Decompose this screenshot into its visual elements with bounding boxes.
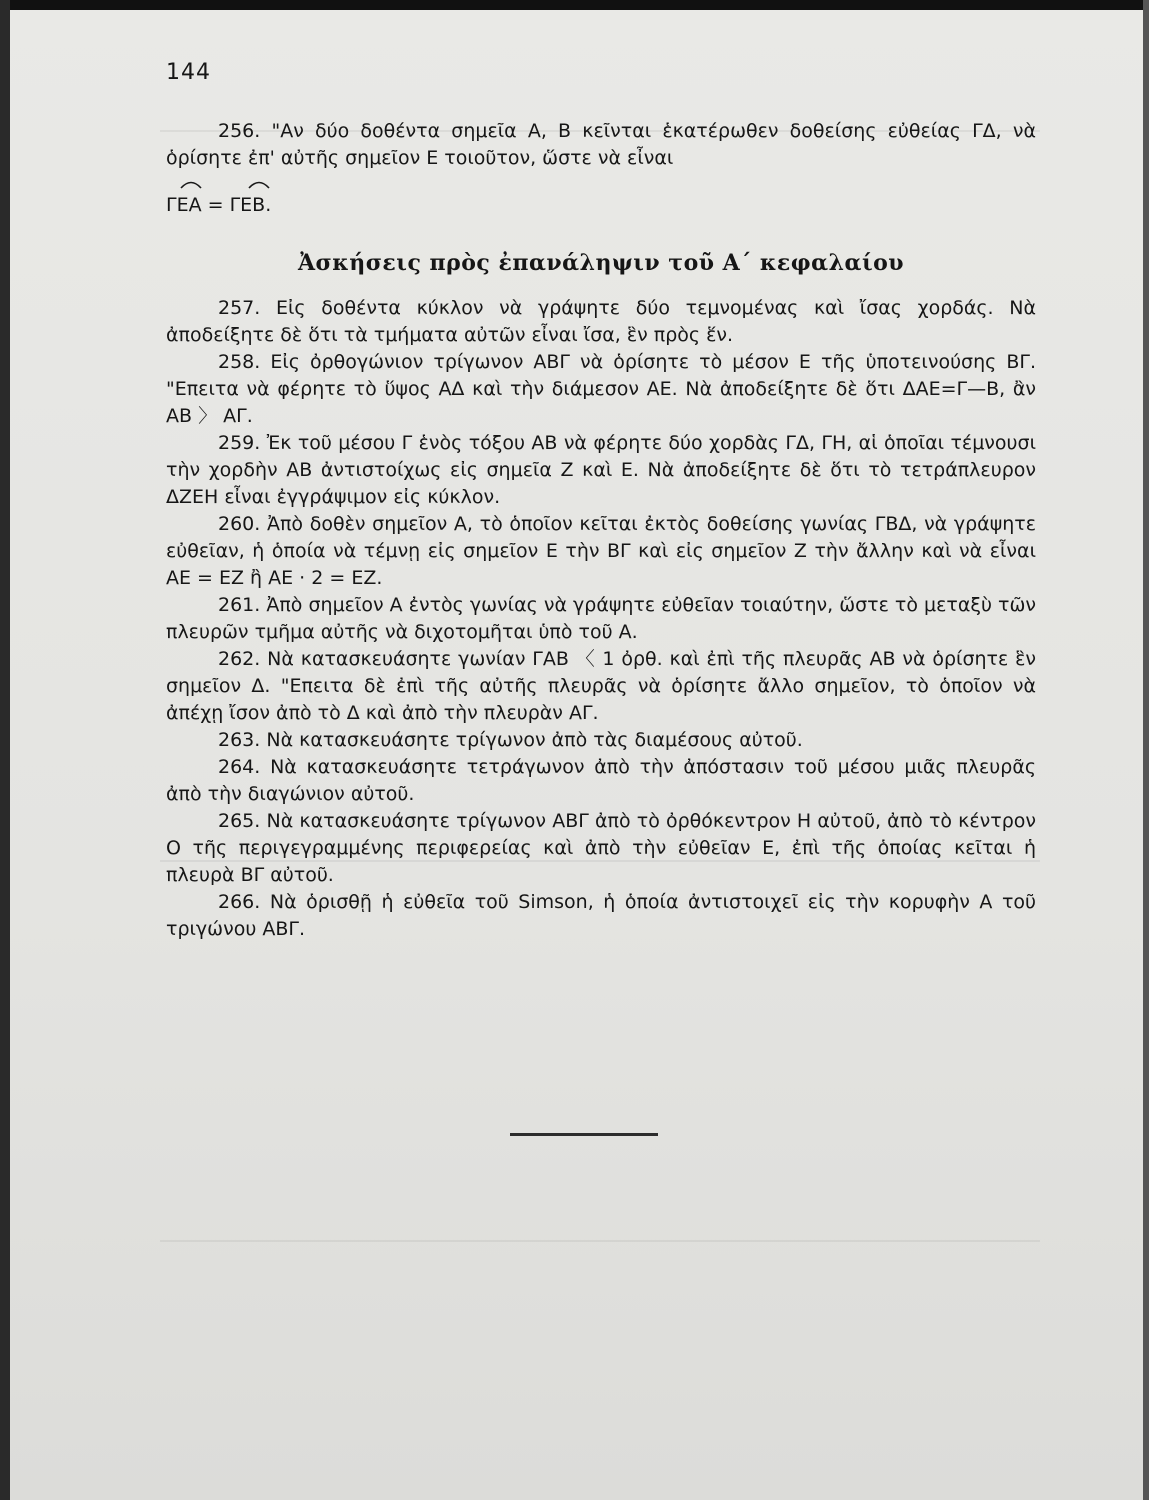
exercise-item: [166, 727, 1036, 754]
exercise-text: Νὰ κατασκευάσητε γωνίαν ΓΑΒ 〈 1 ὀρθ. καὶ ἐπὶ τῆς πλευρᾶς ΑΒ νὰ ὁρίσητε ἓν σημεῖον Δ. "Επειτα δὲ ἐπὶ τῆς αὐτῆς πλευρᾶς νὰ ὁρίσητε ἄλλο σημεῖον, τὸ ὁποῖον νὰ ἀπέχῃ ἴσον ἀπὸ τὸ Δ καὶ ἀπὸ τὴν πλευρὰν ΑΓ.: [166, 648, 1036, 724]
exercise-text: Εἰς δοθέντα κύκλον νὰ γράψητε δύο τεμνομένας καὶ ἴσας χορδάς. Νὰ ἀποδείξητε δὲ ὅτι τὰ τμήματα αὐτῶν εἶναι ἴσα, ἓν πρὸς ἕν.: [166, 297, 1036, 346]
exercise-number: 260.: [218, 513, 261, 535]
exercise-text: "Αν δύο δοθέντα σημεῖα Α, Β κεῖνται ἑκατέρωθεν δοθείσης εὐθείας ΓΔ, νὰ ὁρίσητε ἐπ' αὐτῆς σημεῖον Ε τοιοῦτον, ὥστε νὰ εἶναι: [166, 120, 1036, 169]
exercise-number: 264.: [218, 756, 261, 778]
exercise-item: [166, 349, 1036, 430]
page-body: [166, 118, 1036, 943]
exercise-number: 258.: [218, 351, 261, 373]
end-of-section-rule: [510, 1133, 658, 1136]
exercise-item: [166, 295, 1036, 349]
formula-text: ΓΕΑ = ΓΕΒ.: [166, 194, 272, 216]
exercise-item: [166, 889, 1036, 943]
exercise-text: Νὰ κατασκευάσητε τετράγωνον ἀπὸ τὴν ἀπόστασιν τοῦ μέσου μιᾶς πλευρᾶς ἀπὸ τὴν διαγώνιον αὐτοῦ.: [166, 756, 1036, 805]
exercise-text: Ἀπὸ δοθὲν σημεῖον Α, τὸ ὁποῖον κεῖται ἐκτὸς δοθείσης γωνίας ΓΒΔ, νὰ γράψητε εὐθεῖαν, ἡ ὁποία νὰ τέμνῃ εἰς σημεῖον Ε τὴν ΒΓ καὶ εἰς σημεῖον Ζ τὴν ἄλλην καὶ νὰ εἶναι ΑΕ = ΕΖ ἢ ΑΕ · 2 = ΕΖ.: [166, 513, 1036, 589]
scan-border-left: [0, 0, 10, 1500]
exercise-number: 263.: [218, 729, 261, 751]
exercise-text: Νὰ ὁρισθῇ ἡ εὐθεῖα τοῦ Simson, ἡ ὁποία ἀντιστοιχεῖ εἰς τὴν κορυφὴν Α τοῦ τριγώνου ΑΒΓ.: [166, 891, 1037, 940]
exercise-text: Εἰς ὀρθογώνιον τρίγωνον ΑΒΓ νὰ ὁρίσητε τὸ μέσον Ε τῆς ὑποτεινούσης ΒΓ. "Επειτα νὰ φέρητε τὸ ὕψος ΑΔ καὶ τὴν διάμεσον ΑΕ. Νὰ ἀποδείξητε δὲ ὅτι ΔΑΕ=Γ—Β, ἂν ΑΒ 〉 ΑΓ.: [166, 351, 1036, 427]
exercise-list: [166, 295, 1036, 943]
exercise-text: Ἐκ τοῦ μέσου Γ ἑνὸς τόξου ΑΒ νὰ φέρητε δύο χορδὰς ΓΔ, ΓΗ, αἱ ὁποῖαι τέμνουσι τὴν χορδὴν ΑΒ ἀντιστοίχως εἰς σημεῖα Ζ καὶ Ε. Νὰ ἀποδείξητε δὲ ὅτι τὸ τετράπλευρον ΔΖΕΗ εἶναι ἐγγράψιμον εἰς κύκλον.: [166, 432, 1036, 508]
exercise-256: [166, 118, 1036, 172]
scan-border-top: [0, 0, 1149, 10]
exercise-number: 262.: [218, 648, 261, 670]
exercise-item: [166, 511, 1036, 592]
bleed-through: [160, 1240, 1040, 1242]
exercise-item: [166, 430, 1036, 511]
exercise-number: 261.: [218, 594, 261, 616]
exercise-item: [166, 646, 1036, 727]
exercise-number: 265.: [218, 810, 261, 832]
exercise-number: 266.: [218, 891, 261, 913]
exercise-number: 256.: [218, 120, 261, 142]
section-title: Ἀσκήσεις πρὸς ἐπανάληψιν τοῦ Α΄ κεφαλαίου: [297, 250, 905, 276]
scan-border-right: [1143, 0, 1149, 1500]
angle-formula: [166, 192, 1036, 222]
exercise-text: Νὰ κατασκευάσητε τρίγωνον ἀπὸ τὰς διαμέσους αὐτοῦ.: [266, 729, 803, 751]
exercise-item: [166, 808, 1036, 889]
exercise-number: 259.: [218, 432, 261, 454]
exercise-number: 257.: [218, 297, 261, 319]
exercise-text: Νὰ κατασκευάσητε τρίγωνον ΑΒΓ ἀπὸ τὸ ὀρθόκεντρον Η αὐτοῦ, ἀπὸ τὸ κέντρον Ο τῆς περιγεγραμμένης περιφερείας καὶ ἀπὸ τὴν εὐθεῖαν Ε, ἐπὶ τῆς ὁποίας κεῖται ἡ πλευρὰ ΒΓ αὐτοῦ.: [166, 810, 1036, 886]
exercise-item: [166, 592, 1036, 646]
angle-hat-icon: [180, 179, 202, 189]
exercise-text: Ἀπὸ σημεῖον Α ἐντὸς γωνίας νὰ γράψητε εὐθεῖαν τοιαύτην, ὥστε τὸ μεταξὺ τῶν πλευρῶν τμῆμα αὐτῆς νὰ διχοτομῆται ὑπὸ τοῦ Α.: [166, 594, 1036, 643]
page-number: 144: [166, 60, 211, 85]
angle-hat-icon: [248, 179, 270, 189]
exercise-item: [166, 754, 1036, 808]
